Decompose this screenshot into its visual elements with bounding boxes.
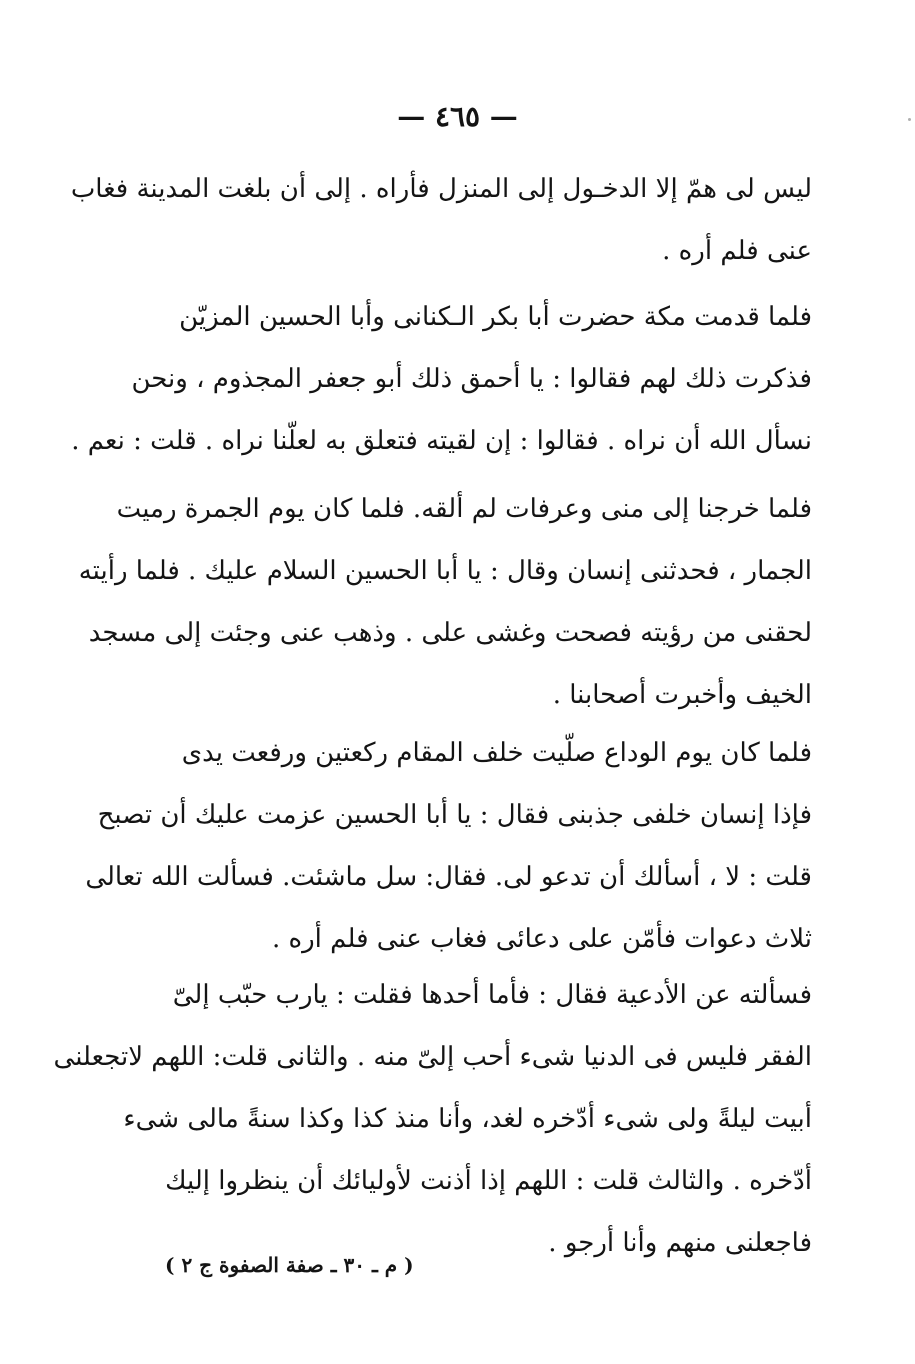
text-line: فإذا إنسان خلفى جذبنى فقال : يا أبا الحسين عزمت عليك أن تصبح <box>97 800 812 830</box>
text-line: الفقر فليس فى الدنيا شىء أحب إلىّ منه . والثانى قلت: اللهم لاتجعلنى <box>53 1042 812 1072</box>
text-line: فلما خرجنا إلى منى وعرفات لم ألقه. فلما كان يوم الجمرة رميت <box>116 494 812 524</box>
text-line: ليس لى همّ إلا الدخـول إلى المنزل فأراه . إلى أن بلغت المدينة فغاب <box>70 174 812 204</box>
text-line: نسأل الله أن نراه . فقالوا : إن لقيته فتعلق به لعلّنا نراه . قلت : نعم . <box>71 426 812 456</box>
text-line: عنى فلم أره . <box>662 236 812 266</box>
paragraph-2 <box>71 286 812 472</box>
text-line: الخيف وأخبرت أصحابنا . <box>552 680 812 710</box>
text-line: الجمار ، فحدثنى إنسان وقال : يا أبا الحسين السلام عليك . فلما رأيته <box>78 556 812 586</box>
text-line: ثلاث دعوات فأمّن على دعائى فغاب عنى فلم أره . <box>271 924 812 954</box>
text-line: أدّخره . والثالث قلت : اللهم إذا أذنت لأوليائك أن ينظروا إليك <box>165 1166 812 1196</box>
paragraph-5 <box>53 964 812 1274</box>
text-line: فسألته عن الأدعية فقال : فأما أحدها فقلت : يارب حبّب إلىّ <box>172 980 812 1010</box>
text-line: قلت : لا ، أسألك أن تدعو لى. فقال: سل ماشئت. فسألت الله تعالى <box>85 862 812 892</box>
page-number: — ٤٦٥ — <box>397 100 518 133</box>
paragraph-4 <box>85 722 812 970</box>
paragraph-3 <box>78 478 812 726</box>
paragraph-1 <box>70 158 812 282</box>
text-line: فذكرت ذلك لهم فقالوا : يا أحمق ذلك أبو جعفر المجذوم ، ونحن <box>131 364 812 394</box>
footer-reference: ( م ـ ٣٠ ـ صفة الصفوة ج ٢ ) <box>165 1253 414 1277</box>
text-line: لحقنى من رؤيته فصحت وغشى على . وذهب عنى وجئت إلى مسجد <box>88 618 812 648</box>
text-line: أبيت ليلةً ولى شىء أدّخره لغد، وأنا منذ كذا وكذا سنةً مالى شىء <box>123 1104 812 1134</box>
text-line: فلما كان يوم الوداع صلّيت خلف المقام ركعتين ورفعت يدى <box>181 738 812 768</box>
scan-speck <box>908 118 911 121</box>
text-line: فلما قدمت مكة حضرت أبا بكر الـكنانى وأبا الحسين المزيّن <box>179 302 812 332</box>
text-line: فاجعلنى منهم وأنا أرجو . <box>548 1228 812 1258</box>
